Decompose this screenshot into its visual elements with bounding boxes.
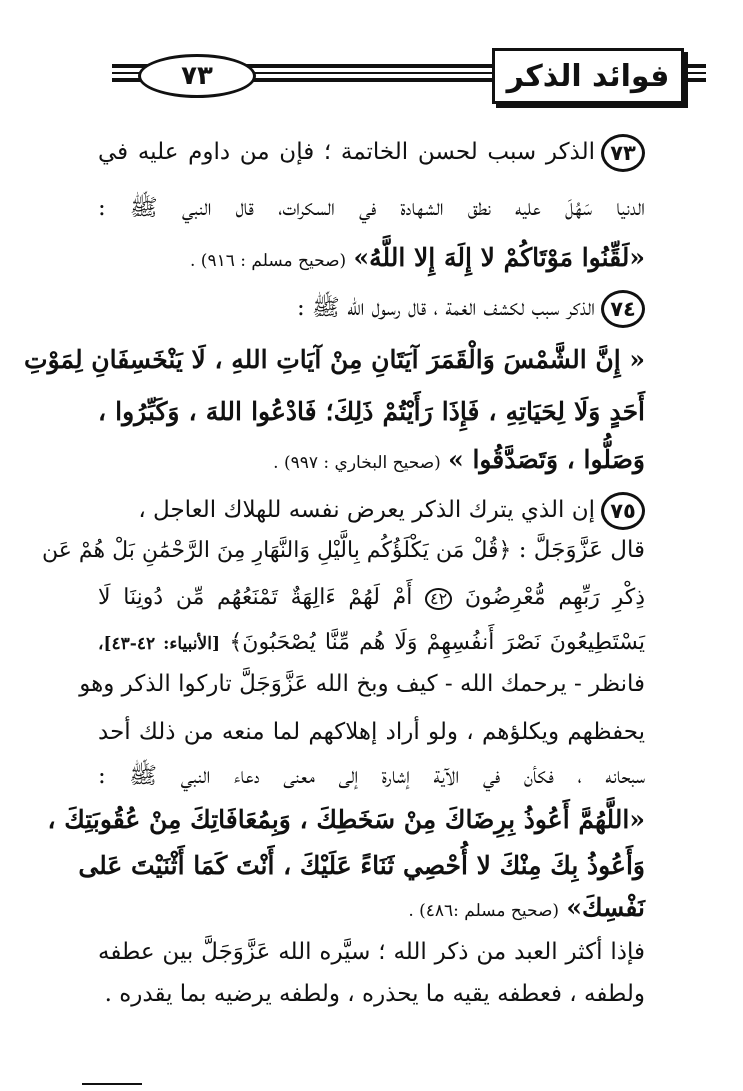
section-number-badge: ٧٣: [601, 134, 645, 172]
section-number-badge: ٧٤: [601, 290, 645, 328]
hadith-source: (صحيح مسلم :٤٨٦) .: [408, 901, 560, 921]
book-title: فوائد الذكر: [492, 48, 684, 104]
section-75-line-4: [98, 622, 645, 662]
section-73-line-2: الدنيا سَهُلَ عليه نطق الشهادة في السكرات، قال النبي ﷺ :: [98, 195, 645, 221]
section-73-line-1: [98, 132, 645, 172]
hadith-source: (صحيح مسلم : ٩١٦) .: [190, 251, 347, 271]
section-73-text-1: الذكر سبب لحسن الخاتمة ؛ فإن من داوم عليه في: [98, 139, 595, 165]
hadith-source: (صحيح البخاري : ٩٩٧) .: [273, 453, 441, 473]
section-75-line-6: يحفظهم ويكلؤهم ، ولو أراد إهلاكهم لما منعه من ذلك أحد: [98, 719, 645, 745]
section-74-line-2: « إِنَّ الشَّمْسَ وَالْقَمَرَ آيَتَانِ مِنْ آيَاتِ اللهِ ، لَا يَنْخَسِفَانِ لِمَوْتِ: [24, 345, 645, 374]
section-75-line-1: [98, 490, 645, 530]
quran-reference: [الأنبياء: ٤٢-٤٣]،: [98, 634, 221, 654]
hadith-text: وَصَلُّوا ، وَتَصَدَّقُوا »: [448, 445, 645, 474]
quran-text: ﴿قُلْ مَن يَكْلَؤُكُم بِالَّيْلِ وَالنَّهَارِ مِنَ الرَّحْمَٰنِ بَلْ هُمْ عَن: [42, 538, 512, 563]
section-75-text-1: إن الذي يترك الذكر يعرض نفسه للهلاك العاجل ،: [138, 497, 595, 523]
hadith-text: نَفْسِكَ»: [566, 893, 645, 922]
section-75-line-2: [42, 530, 645, 570]
section-75-line-7: سبحانه ، فكأن في الآية إشارة إلى معنى دعاء النبي ﷺ :: [98, 763, 645, 789]
section-74-line-4: [98, 440, 645, 480]
footnote-separator: [82, 1083, 142, 1085]
section-75-line-5: فانظر - يرحمك الله - كيف وبخ الله عَزَّوَجَلَّ تاركوا الذكر وهو: [79, 671, 645, 697]
hadith-text: «لَقِّنُوا مَوْتَاكُمْ لا إِلَهَ إِلا اللَّهُ»: [353, 243, 645, 272]
section-75-line-10: [98, 888, 645, 928]
closing-line-2: ولطفه ، فعطفه يقيه ما يحذره ، ولطفه يرضيه بما يقدره .: [104, 981, 645, 1007]
quran-text: يَسْتَطِيعُونَ نَصْرَ أَنفُسِهِمْ وَلَا هُم مِّنَّا يُصْحَبُونَ﴾: [229, 630, 646, 655]
section-74-line-1: [98, 288, 645, 328]
section-73-line-3: [98, 238, 645, 278]
ayah-number-mark: ٤٢: [425, 588, 452, 610]
page-header: [112, 48, 706, 100]
closing-line-1: فإذا أكثر العبد من ذكر الله ؛ سيَّره الله عَزَّوَجَلَّ بين عطفه: [98, 939, 645, 965]
quran-text: ذِكْرِ رَبِّهِم مُّعْرِضُونَ: [464, 585, 645, 610]
page-number: ٧٣: [138, 54, 256, 98]
section-74-text-1: الذكر سبب لكشف الغمة ، قال رسول الله ﷺ :: [296, 295, 595, 321]
section-75-line-3: [98, 578, 645, 618]
section-74-line-3: أَحَدٍ وَلَا لِحَيَاتِهِ ، فَإِذَا رَأَيْتُمْ ذَلِكَ؛ فَادْعُوا اللهَ ، وَكَبِّرُوا ،: [98, 397, 645, 426]
section-75-line-8: «اللَّهُمَّ أَعُوذُ بِرِضَاكَ مِنْ سَخَطِكَ ، وَبِمُعَافَاتِكَ مِنْ عُقُوبَتِكَ ،: [47, 805, 645, 834]
quote-intro: قال عَزَّوَجَلَّ :: [518, 537, 645, 563]
section-number-badge: ٧٥: [601, 492, 645, 530]
section-75-line-9: وَأَعُوذُ بِكَ مِنْكَ لا أُحْصِي ثَنَاءً عَلَيْكَ ، أَنْتَ كَمَا أَثْنَيْتَ عَلى: [78, 851, 645, 880]
quran-text: أَمْ لَهُمْ ءَالِهَةٌ تَمْنَعُهُم مِّن دُونِنَا لَا: [98, 585, 413, 610]
